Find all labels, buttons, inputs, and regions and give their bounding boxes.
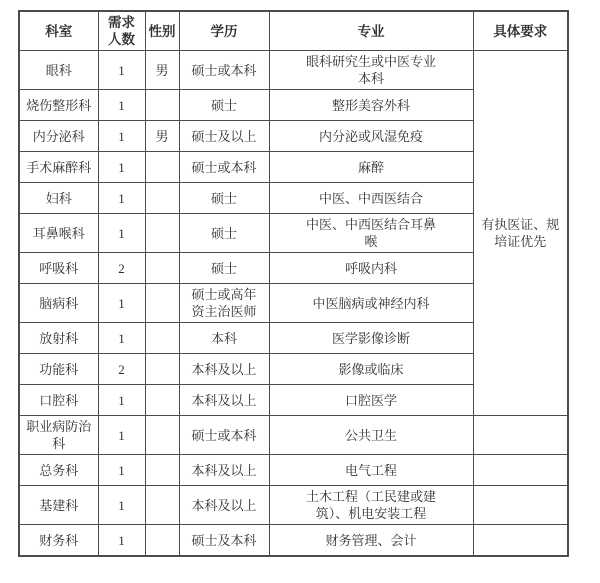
gender-cell — [145, 284, 179, 323]
count-cell: 1 — [98, 183, 145, 214]
table-row — [19, 455, 568, 486]
count-cell: 1 — [98, 121, 145, 152]
dept-cell: 耳鼻喉科 — [19, 214, 98, 253]
column-header-4: 专业 — [269, 11, 473, 51]
degree-cell: 本科及以上 — [179, 455, 269, 486]
degree-cell: 硕士或本科 — [179, 51, 269, 90]
table-row — [19, 525, 568, 556]
dept-cell: 放射科 — [19, 323, 98, 354]
dept-cell: 总务科 — [19, 455, 98, 486]
dept-cell: 基建科 — [19, 486, 98, 525]
degree-cell: 硕士或本科 — [179, 416, 269, 455]
dept-cell: 功能科 — [19, 354, 98, 385]
requirement-cell: 有执医证、规培证优先 — [473, 51, 568, 416]
dept-cell: 眼科 — [19, 51, 98, 90]
dept-cell: 妇科 — [19, 183, 98, 214]
requirement-cell-empty — [473, 525, 568, 556]
gender-cell — [145, 525, 179, 556]
column-header-2: 性别 — [145, 11, 179, 51]
column-header-0: 科室 — [19, 11, 98, 51]
column-header-3: 学历 — [179, 11, 269, 51]
degree-cell: 本科 — [179, 323, 269, 354]
dept-cell: 烧伤整形科 — [19, 90, 98, 121]
major-cell: 眼科研究生或中医专业本科 — [269, 51, 473, 90]
major-cell: 整形美容外科 — [269, 90, 473, 121]
major-cell: 口腔医学 — [269, 385, 473, 416]
major-cell: 中医、中西医结合 — [269, 183, 473, 214]
count-cell: 1 — [98, 486, 145, 525]
requirement-cell-empty — [473, 486, 568, 525]
gender-cell — [145, 385, 179, 416]
degree-cell: 硕士或本科 — [179, 152, 269, 183]
degree-cell: 硕士 — [179, 214, 269, 253]
dept-cell: 内分泌科 — [19, 121, 98, 152]
table-row — [19, 416, 568, 455]
gender-cell — [145, 354, 179, 385]
count-cell: 1 — [98, 214, 145, 253]
dept-cell: 职业病防治科 — [19, 416, 98, 455]
degree-cell: 本科及以上 — [179, 486, 269, 525]
major-cell: 麻醉 — [269, 152, 473, 183]
major-cell: 内分泌或风湿免疫 — [269, 121, 473, 152]
degree-cell: 本科及以上 — [179, 354, 269, 385]
gender-cell — [145, 486, 179, 525]
major-cell: 公共卫生 — [269, 416, 473, 455]
major-cell: 中医、中西医结合耳鼻喉 — [269, 214, 473, 253]
gender-cell — [145, 90, 179, 121]
column-header-1: 需求人数 — [98, 11, 145, 51]
count-cell: 2 — [98, 354, 145, 385]
dept-cell: 呼吸科 — [19, 253, 98, 284]
degree-cell: 硕士或高年资主治医师 — [179, 284, 269, 323]
table-body — [19, 51, 568, 556]
dept-cell: 手术麻醉科 — [19, 152, 98, 183]
major-cell: 中医脑病或神经内科 — [269, 284, 473, 323]
recruitment-table — [18, 10, 569, 557]
degree-cell: 硕士 — [179, 253, 269, 284]
degree-cell: 硕士及本科 — [179, 525, 269, 556]
table-row — [19, 51, 568, 90]
gender-cell — [145, 214, 179, 253]
count-cell: 1 — [98, 323, 145, 354]
dept-cell: 口腔科 — [19, 385, 98, 416]
count-cell: 1 — [98, 51, 145, 90]
gender-cell: 男 — [145, 121, 179, 152]
count-cell: 1 — [98, 284, 145, 323]
degree-cell: 本科及以上 — [179, 385, 269, 416]
count-cell: 1 — [98, 385, 145, 416]
major-cell: 财务管理、会计 — [269, 525, 473, 556]
gender-cell — [145, 183, 179, 214]
dept-cell: 脑病科 — [19, 284, 98, 323]
requirement-cell-empty — [473, 455, 568, 486]
gender-cell — [145, 323, 179, 354]
gender-cell — [145, 152, 179, 183]
column-header-5: 具体要求 — [473, 11, 568, 51]
gender-cell — [145, 455, 179, 486]
major-cell: 电气工程 — [269, 455, 473, 486]
requirement-cell-empty — [473, 416, 568, 455]
count-cell: 1 — [98, 455, 145, 486]
count-cell: 1 — [98, 152, 145, 183]
count-cell: 1 — [98, 416, 145, 455]
count-cell: 2 — [98, 253, 145, 284]
major-cell: 土木工程（工民建或建筑）、机电安装工程 — [269, 486, 473, 525]
degree-cell: 硕士及以上 — [179, 121, 269, 152]
dept-cell: 财务科 — [19, 525, 98, 556]
gender-cell — [145, 253, 179, 284]
major-cell: 呼吸内科 — [269, 253, 473, 284]
degree-cell: 硕士 — [179, 183, 269, 214]
page — [0, 10, 600, 583]
count-cell: 1 — [98, 90, 145, 121]
degree-cell: 硕士 — [179, 90, 269, 121]
count-cell: 1 — [98, 525, 145, 556]
major-cell: 影像或临床 — [269, 354, 473, 385]
major-cell: 医学影像诊断 — [269, 323, 473, 354]
table-row — [19, 486, 568, 525]
gender-cell: 男 — [145, 51, 179, 90]
header-row — [19, 11, 568, 51]
gender-cell — [145, 416, 179, 455]
